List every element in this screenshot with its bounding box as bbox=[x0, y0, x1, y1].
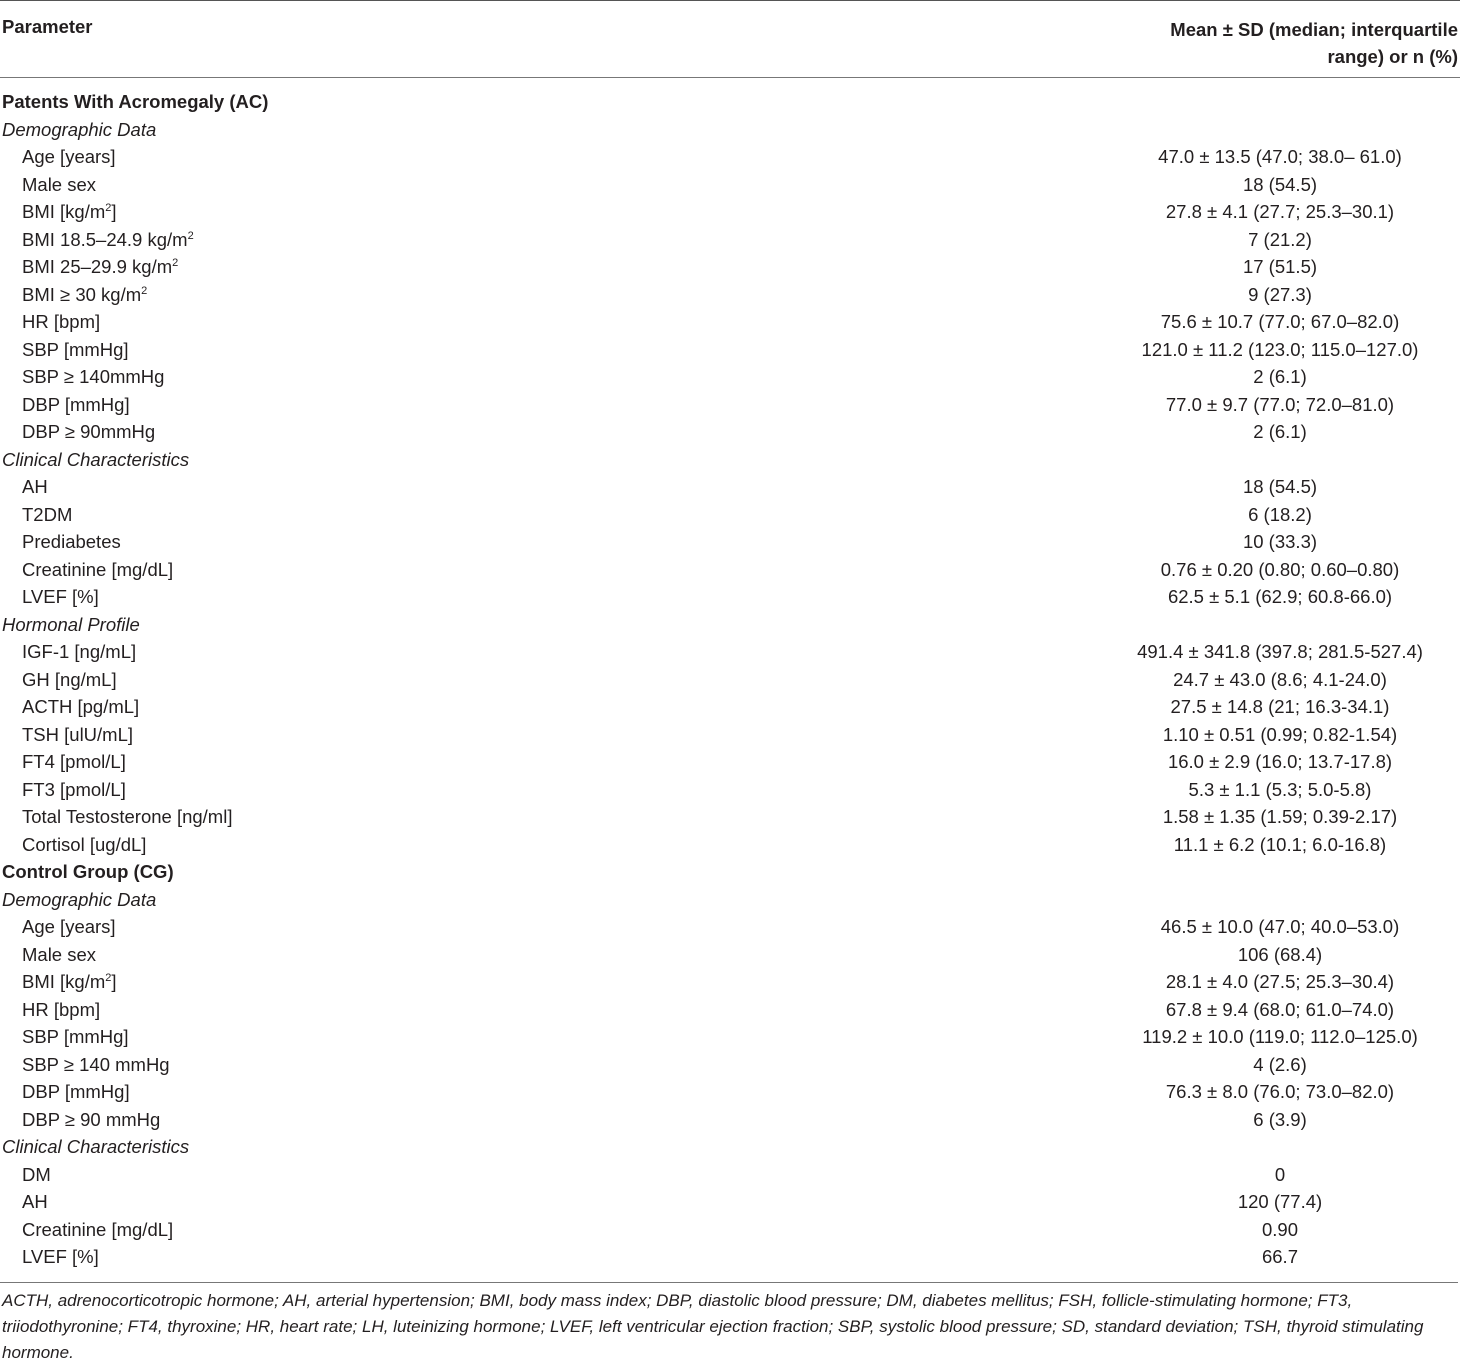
section-row bbox=[0, 1133, 1460, 1161]
group-row-cg bbox=[0, 858, 1460, 886]
superscript: 2 bbox=[172, 257, 179, 269]
value-cell: 121.0 ± 11.2 (123.0; 115.0–127.0) bbox=[1141, 338, 1419, 360]
value-cell: 47.0 ± 13.5 (47.0; 38.0– 61.0) bbox=[1158, 146, 1402, 167]
table-row bbox=[0, 391, 1460, 419]
parameter-label: SBP ≥ 140mmHg bbox=[22, 366, 165, 387]
parameter-cell bbox=[0, 1161, 1100, 1189]
value-cell: 17 (51.5) bbox=[1242, 256, 1318, 277]
table-row bbox=[0, 1161, 1460, 1189]
parameter-cell bbox=[0, 583, 1100, 611]
parameter-cell bbox=[0, 693, 1100, 721]
value-cell: 0 bbox=[1274, 1163, 1286, 1185]
table-footnote: ACTH, adrenocorticotropic hormone; AH, arterial hypertension; BMI, body mass index; DBP, diastolic blood pressure; DM, diabetes mellitus; FSH, follicle-stimulating hormone; FT3, triiodothyronine; FT4, thyroxine; HR, heart rate; LH, luteinizing hormone; LVEF, left ventricular ejection fraction; SBP, systolic blood pressure; SD, standard deviation; TSH, thyroid stimulating hormone. bbox=[0, 1282, 1458, 1366]
parameter-label: LVEF [%] bbox=[22, 586, 99, 607]
value-cell: 5.3 ± 1.1 (5.3; 5.0-5.8) bbox=[1188, 778, 1372, 800]
table-row bbox=[0, 1023, 1460, 1051]
value-cell: 119.2 ± 10.0 (119.0; 112.0–125.0) bbox=[1142, 1026, 1418, 1047]
parameter-label: IGF-1 [ng/mL] bbox=[22, 641, 137, 662]
parameter-label: AH bbox=[22, 476, 48, 497]
table-row bbox=[0, 583, 1460, 611]
table-row bbox=[0, 1106, 1460, 1134]
parameter-cell bbox=[0, 638, 1100, 666]
value-cell: 24.7 ± 43.0 (8.6; 4.1-24.0) bbox=[1173, 668, 1387, 690]
value-cell: 2 (6.1) bbox=[1253, 421, 1307, 442]
parameter-label: BMI 18.5–24.9 kg/m bbox=[22, 228, 188, 250]
table-row bbox=[0, 418, 1460, 446]
table-row bbox=[0, 363, 1460, 391]
table-row bbox=[0, 198, 1460, 226]
table-row bbox=[0, 281, 1460, 309]
superscript: 2 bbox=[105, 972, 112, 984]
section-title: Demographic Data bbox=[2, 118, 157, 140]
parameter-cell bbox=[0, 418, 1100, 446]
parameter-label: BMI ≥ 30 kg/m bbox=[22, 283, 142, 305]
parameter-cell bbox=[0, 721, 1100, 749]
table-row bbox=[0, 226, 1460, 254]
parameter-cell bbox=[0, 308, 1100, 336]
table-row bbox=[0, 913, 1460, 941]
value-cell: 46.5 ± 10.0 (47.0; 40.0–53.0) bbox=[1160, 916, 1400, 937]
parameter-label: Male sex bbox=[22, 943, 97, 965]
section-row bbox=[0, 116, 1460, 144]
parameter-label: DBP ≥ 90 mmHg bbox=[22, 1108, 161, 1130]
parameter-label: Creatinine [mg/dL] bbox=[22, 1218, 174, 1240]
parameter-cell bbox=[0, 1106, 1100, 1134]
value-cell: 9 (27.3) bbox=[1248, 283, 1312, 305]
table-row bbox=[0, 1051, 1460, 1079]
table-body bbox=[0, 78, 1460, 1271]
table-row bbox=[0, 693, 1460, 721]
value-cell: 1.58 ± 1.35 (1.59; 0.39-2.17) bbox=[1162, 806, 1398, 827]
value-cell: 120 (77.4) bbox=[1237, 1191, 1323, 1212]
parameter-cell bbox=[0, 528, 1100, 556]
parameter-cell bbox=[0, 913, 1100, 941]
parameter-cell bbox=[0, 363, 1100, 391]
parameter-cell bbox=[0, 143, 1100, 171]
value-cell: 1.10 ± 0.51 (0.99; 0.82-1.54) bbox=[1162, 723, 1398, 745]
parameter-cell bbox=[0, 748, 1100, 776]
parameter-cell bbox=[0, 1051, 1100, 1079]
value-cell: 10 (33.3) bbox=[1242, 531, 1318, 552]
parameter-label: ACTH [pg/mL] bbox=[22, 696, 140, 717]
parameter-cell bbox=[0, 1023, 1100, 1051]
parameter-label: Age [years] bbox=[22, 916, 116, 937]
parameter-cell bbox=[0, 336, 1100, 364]
parameter-cell bbox=[0, 831, 1100, 859]
value-cell: 62.5 ± 5.1 (62.9; 60.8-66.0) bbox=[1167, 586, 1393, 607]
parameter-cell bbox=[0, 198, 1100, 226]
section-title: Hormonal Profile bbox=[2, 613, 140, 635]
section-title: Clinical Characteristics bbox=[2, 1136, 190, 1157]
table-row bbox=[0, 941, 1460, 969]
section-title: Demographic Data bbox=[2, 888, 157, 910]
value-cell: 4 (2.6) bbox=[1253, 1053, 1307, 1075]
value-cell: 2 (6.1) bbox=[1253, 366, 1307, 387]
header-value-line1: Mean ± SD (median; interquartile bbox=[1170, 19, 1458, 40]
value-cell: 66.7 bbox=[1261, 1246, 1298, 1267]
value-cell: 18 (54.5) bbox=[1242, 173, 1318, 195]
table-row bbox=[0, 666, 1460, 694]
parameter-cell bbox=[0, 391, 1100, 419]
table-row bbox=[0, 308, 1460, 336]
value-cell: 6 (18.2) bbox=[1248, 503, 1312, 525]
group-title-cg: Control Group (CG) bbox=[2, 861, 174, 882]
parameter-label: Male sex bbox=[22, 173, 97, 195]
table-row bbox=[0, 1188, 1460, 1216]
parameter-label-suffix: ] bbox=[111, 971, 117, 992]
value-cell: 0.90 bbox=[1261, 1218, 1298, 1240]
table-row bbox=[0, 473, 1460, 501]
value-cell: 27.8 ± 4.1 (27.7; 25.3–30.1) bbox=[1165, 201, 1395, 222]
table-row bbox=[0, 171, 1460, 199]
parameter-label: FT3 [pmol/L] bbox=[22, 778, 126, 800]
table-row bbox=[0, 638, 1460, 666]
table-row bbox=[0, 253, 1460, 281]
parameter-label: Creatinine [mg/dL] bbox=[22, 558, 174, 580]
group-row-ac bbox=[0, 78, 1460, 116]
table-row bbox=[0, 501, 1460, 529]
parameter-label: GH [ng/mL] bbox=[22, 668, 117, 690]
parameter-label: BMI 25–29.9 kg/m bbox=[22, 256, 173, 277]
parameter-label: AH bbox=[22, 1191, 48, 1212]
value-cell: 77.0 ± 9.7 (77.0; 72.0–81.0) bbox=[1165, 393, 1395, 415]
table-row bbox=[0, 996, 1460, 1024]
parameter-label: SBP ≥ 140 mmHg bbox=[22, 1053, 170, 1075]
table-row bbox=[0, 1216, 1460, 1244]
parameter-label: LVEF [%] bbox=[22, 1246, 99, 1267]
value-cell: 27.5 ± 14.8 (21; 16.3-34.1) bbox=[1170, 696, 1390, 717]
parameter-label: HR [bpm] bbox=[22, 998, 101, 1020]
parameter-label: Prediabetes bbox=[22, 531, 121, 552]
value-cell: 0.76 ± 0.20 (0.80; 0.60–0.80) bbox=[1160, 558, 1400, 580]
header-parameter: Parameter bbox=[0, 1, 1100, 78]
parameter-cell bbox=[0, 968, 1100, 996]
parameter-label: Cortisol [ug/dL] bbox=[22, 833, 147, 855]
parameter-cell bbox=[0, 1188, 1100, 1216]
table-row bbox=[0, 528, 1460, 556]
table-row bbox=[0, 336, 1460, 364]
table-row bbox=[0, 803, 1460, 831]
parameter-cell bbox=[0, 776, 1100, 804]
parameter-cell bbox=[0, 281, 1100, 309]
parameter-cell bbox=[0, 1243, 1100, 1271]
parameter-label: T2DM bbox=[22, 503, 73, 525]
value-cell: 11.1 ± 6.2 (10.1; 6.0-16.8) bbox=[1173, 833, 1387, 855]
value-cell: 76.3 ± 8.0 (76.0; 73.0–82.0) bbox=[1165, 1081, 1395, 1102]
section-row bbox=[0, 446, 1460, 474]
superscript: 2 bbox=[105, 202, 112, 214]
table-row bbox=[0, 831, 1460, 859]
value-cell: 28.1 ± 4.0 (27.5; 25.3–30.4) bbox=[1165, 971, 1395, 992]
table-row bbox=[0, 776, 1460, 804]
parameter-cell bbox=[0, 226, 1100, 254]
parameter-cell bbox=[0, 473, 1100, 501]
parameter-label: TSH [ulU/mL] bbox=[22, 723, 134, 745]
parameter-cell bbox=[0, 1078, 1100, 1106]
parameter-label-suffix: ] bbox=[111, 201, 117, 222]
parameter-cell bbox=[0, 501, 1100, 529]
value-cell: 106 (68.4) bbox=[1237, 943, 1323, 965]
parameter-label: DBP [mmHg] bbox=[22, 393, 130, 415]
table-row bbox=[0, 748, 1460, 776]
table-row bbox=[0, 1078, 1460, 1106]
value-cell: 67.8 ± 9.4 (68.0; 61.0–74.0) bbox=[1165, 998, 1395, 1020]
parameter-cell bbox=[0, 803, 1100, 831]
parameter-label: FT4 [pmol/L] bbox=[22, 751, 126, 772]
parameter-cell bbox=[0, 556, 1100, 584]
table-row bbox=[0, 143, 1460, 171]
section-row bbox=[0, 611, 1460, 639]
parameter-label: DBP ≥ 90mmHg bbox=[22, 421, 156, 442]
value-cell: 16.0 ± 2.9 (16.0; 13.7-17.8) bbox=[1167, 751, 1393, 772]
parameter-cell bbox=[0, 1216, 1100, 1244]
header-row bbox=[0, 1, 1460, 78]
group-title-ac: Patents With Acromegaly (AC) bbox=[2, 91, 269, 112]
header-value bbox=[1100, 1, 1460, 78]
parameter-cell bbox=[0, 996, 1100, 1024]
table-row bbox=[0, 721, 1460, 749]
parameter-label: Total Testosterone [ng/ml] bbox=[22, 806, 233, 827]
table-row bbox=[0, 968, 1460, 996]
parameter-cell bbox=[0, 253, 1100, 281]
parameter-cell bbox=[0, 941, 1100, 969]
parameter-cell bbox=[0, 666, 1100, 694]
superscript: 2 bbox=[141, 284, 148, 297]
header-value-line2: range) or n (%) bbox=[1327, 46, 1458, 67]
superscript: 2 bbox=[187, 229, 194, 242]
parameter-label: DM bbox=[22, 1163, 51, 1185]
value-cell: 491.4 ± 341.8 (397.8; 281.5-527.4) bbox=[1137, 641, 1423, 662]
value-cell: 6 (3.9) bbox=[1253, 1108, 1307, 1130]
parameter-label: BMI [kg/m bbox=[22, 971, 106, 992]
section-row bbox=[0, 886, 1460, 914]
section-title: Clinical Characteristics bbox=[2, 448, 190, 470]
table-row bbox=[0, 556, 1460, 584]
parameter-label: DBP [mmHg] bbox=[22, 1081, 130, 1102]
parameter-label: Age [years] bbox=[22, 146, 116, 167]
value-cell: 7 (21.2) bbox=[1248, 228, 1312, 250]
parameter-label: HR [bpm] bbox=[22, 311, 101, 332]
table-row bbox=[0, 1243, 1460, 1271]
parameter-label: BMI [kg/m bbox=[22, 201, 106, 222]
parameter-label: SBP [mmHg] bbox=[22, 338, 129, 360]
value-cell: 18 (54.5) bbox=[1242, 476, 1318, 497]
value-cell: 75.6 ± 10.7 (77.0; 67.0–82.0) bbox=[1160, 311, 1400, 332]
parameter-cell bbox=[0, 171, 1100, 199]
parameter-label: SBP [mmHg] bbox=[22, 1026, 129, 1047]
